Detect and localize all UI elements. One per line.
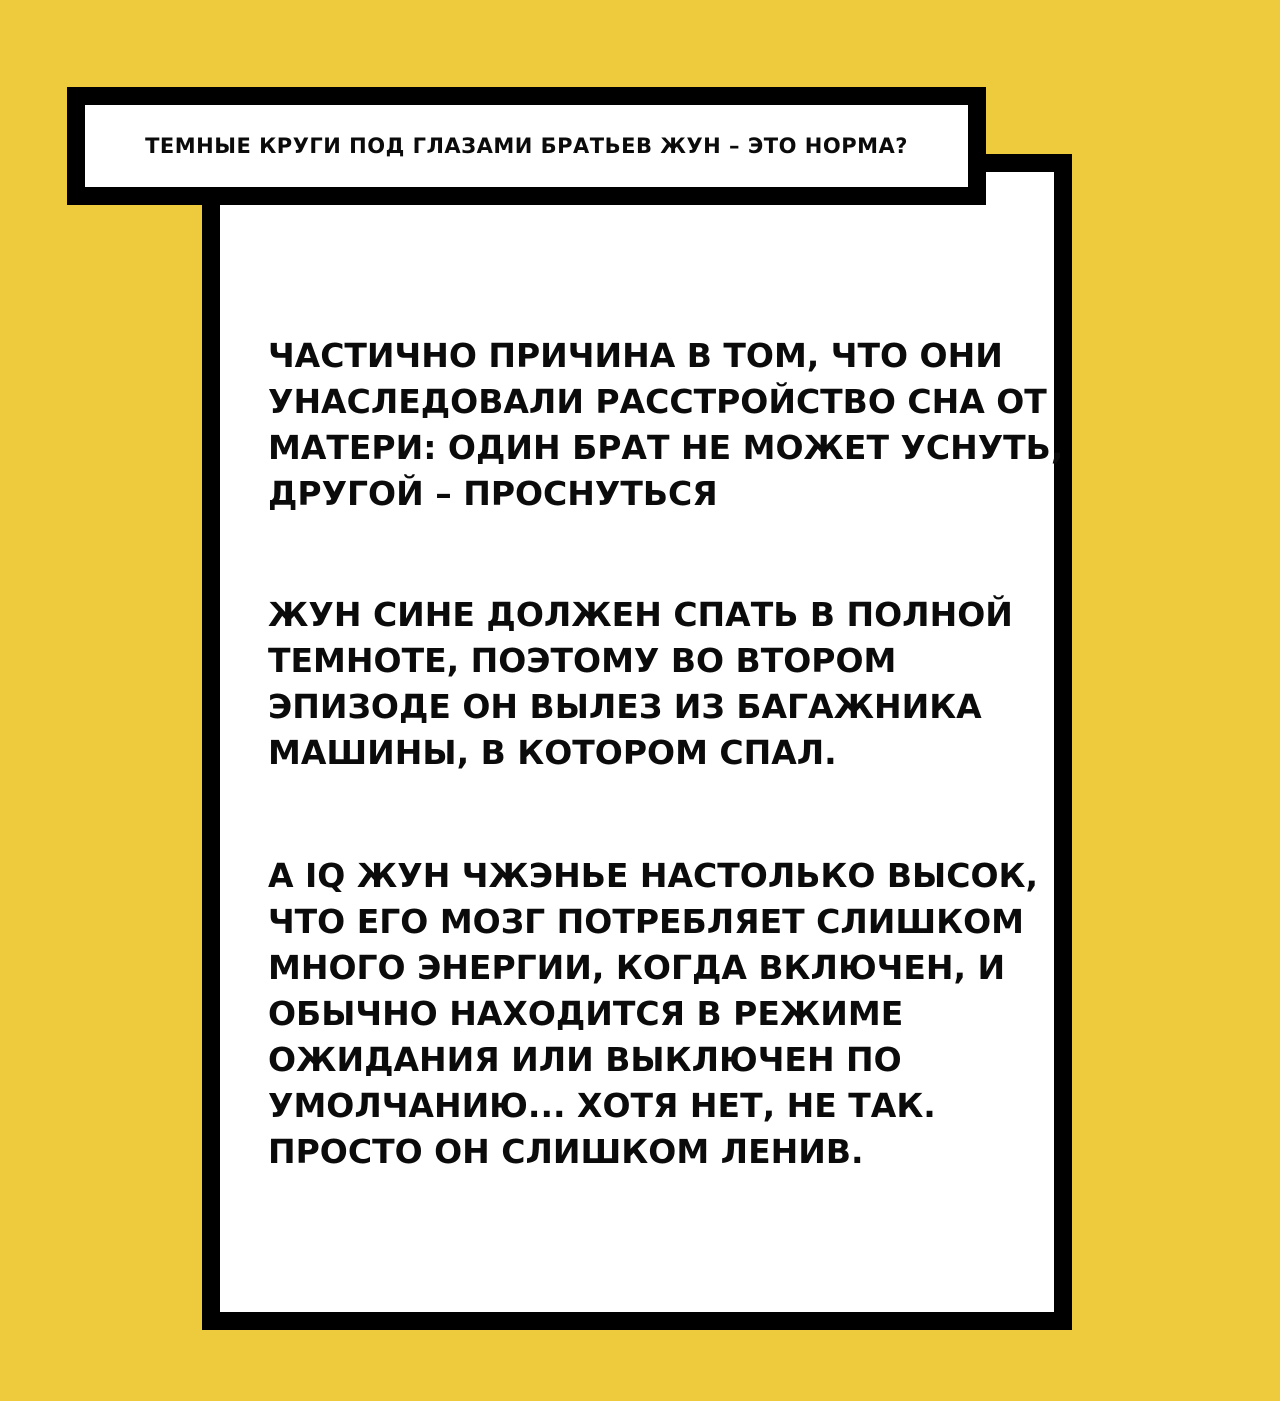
paragraph-line: УНАСЛЕДОВАЛИ РАССТРОЙСТВО СНА ОТ xyxy=(268,382,1047,421)
paragraph-line: УМОЛЧАНИЮ... ХОТЯ НЕТ, НЕ ТАК. xyxy=(268,1086,936,1125)
paragraph-line: ПРОСТО ОН СЛИШКОМ ЛЕНИВ. xyxy=(268,1132,864,1171)
paragraph-line: А IQ ЖУН ЧЖЭНЬЕ НАСТОЛЬКО ВЫСОК, xyxy=(268,856,1039,895)
paragraph-3 xyxy=(268,853,1039,1175)
paragraph-line: ЖУН СИНЕ ДОЛЖЕН СПАТЬ В ПОЛНОЙ xyxy=(268,595,1013,634)
paragraph-line: МНОГО ЭНЕРГИИ, КОГДА ВКЛЮЧЕН, И xyxy=(268,948,1006,987)
paragraph-line: ЭПИЗОДЕ ОН ВЫЛЕЗ ИЗ БАГАЖНИКА xyxy=(268,687,982,726)
paragraph-line: ОБЫЧНО НАХОДИТСЯ В РЕЖИМЕ xyxy=(268,994,904,1033)
paragraph-1 xyxy=(268,333,1064,517)
title-box xyxy=(67,87,986,205)
paragraph-line: МАШИНЫ, В КОТОРОМ СПАЛ. xyxy=(268,733,837,772)
paragraph-line: ЧТО ЕГО МОЗГ ПОТРЕБЛЯЕТ СЛИШКОМ xyxy=(268,902,1024,941)
paragraph-line: ОЖИДАНИЯ ИЛИ ВЫКЛЮЧЕН ПО xyxy=(268,1040,902,1079)
paragraph-line: ТЕМНОТЕ, ПОЭТОМУ ВО ВТОРОМ xyxy=(268,641,897,680)
page-title: ТЕМНЫЕ КРУГИ ПОД ГЛАЗАМИ БРАТЬЕВ ЖУН – ЭТО НОРМА? xyxy=(145,134,908,158)
paragraph-line: ЧАСТИЧНО ПРИЧИНА В ТОМ, ЧТО ОНИ xyxy=(268,336,1003,375)
paragraph-2 xyxy=(268,592,1013,776)
paragraph-line: ДРУГОЙ – ПРОСНУТЬСЯ xyxy=(268,474,718,513)
paragraph-line: МАТЕРИ: ОДИН БРАТ НЕ МОЖЕТ УСНУТЬ, xyxy=(268,428,1064,467)
